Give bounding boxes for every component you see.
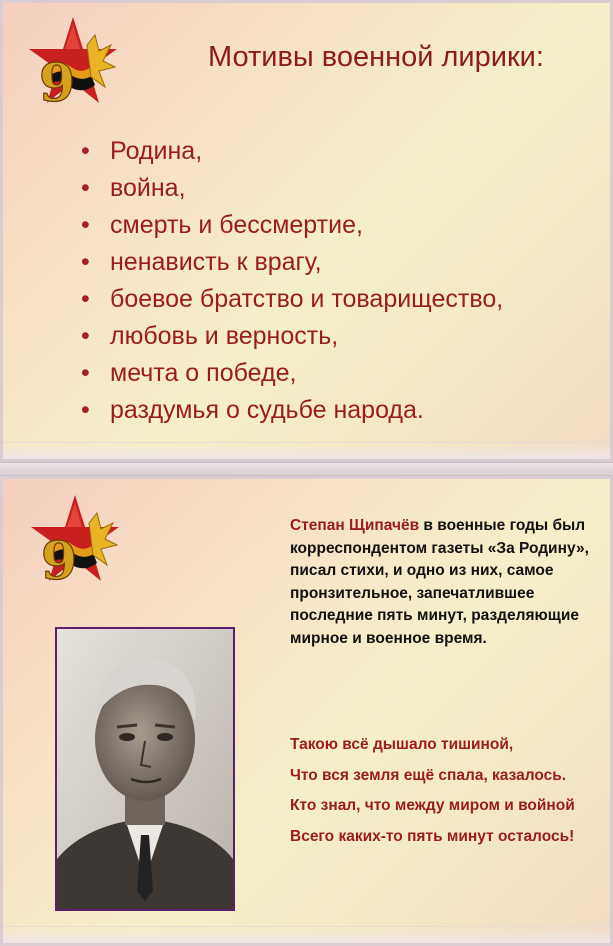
poem-line: Кто знал, что между миром и войной: [290, 797, 575, 814]
list-item: • война,: [81, 170, 503, 207]
slide-divider: [0, 462, 613, 476]
svg-text:9: 9: [41, 531, 78, 589]
bio-text: в военные годы был корреспондентом газеты «За Родину», писал стихи, и одно из них, самое пронзительное, запечатлившее последние пять минут, разделяющие мирное и военное время.: [290, 517, 589, 647]
poem-line: Что вся земля ещё спала, казалось.: [290, 766, 567, 784]
victory-emblem-icon: [25, 15, 121, 111]
slide-shchipachev: [0, 476, 613, 946]
poem-excerpt: [290, 734, 590, 856]
list-item: • любовь и верность,: [81, 318, 503, 355]
list-item: • ненависть к врагу,: [81, 244, 503, 281]
list-item: • смерть и бессмертие,: [81, 207, 503, 244]
svg-text:9: 9: [39, 53, 76, 111]
slide-title: Мотивы военной лирики:: [208, 41, 544, 73]
list-item: • боевое братство и товарищество,: [81, 281, 503, 318]
poem-line: Такою всё дышало тишиной,: [290, 736, 514, 753]
bio-paragraph: [290, 515, 598, 650]
portrait-image: [57, 629, 233, 909]
motives-list: [81, 133, 503, 429]
poet-name: Степан Щипачёв: [290, 517, 420, 534]
poem-line: Всего каких-то пять минут осталось!: [290, 827, 575, 845]
slide-military-lyrics: [0, 0, 613, 462]
portrait-photo: [55, 627, 235, 911]
list-item: • раздумья о судьбе народа.: [81, 392, 503, 429]
victory-emblem-icon: [27, 493, 123, 589]
list-item: • мечта о победе,: [81, 355, 503, 392]
list-item: • Родина,: [81, 133, 503, 170]
